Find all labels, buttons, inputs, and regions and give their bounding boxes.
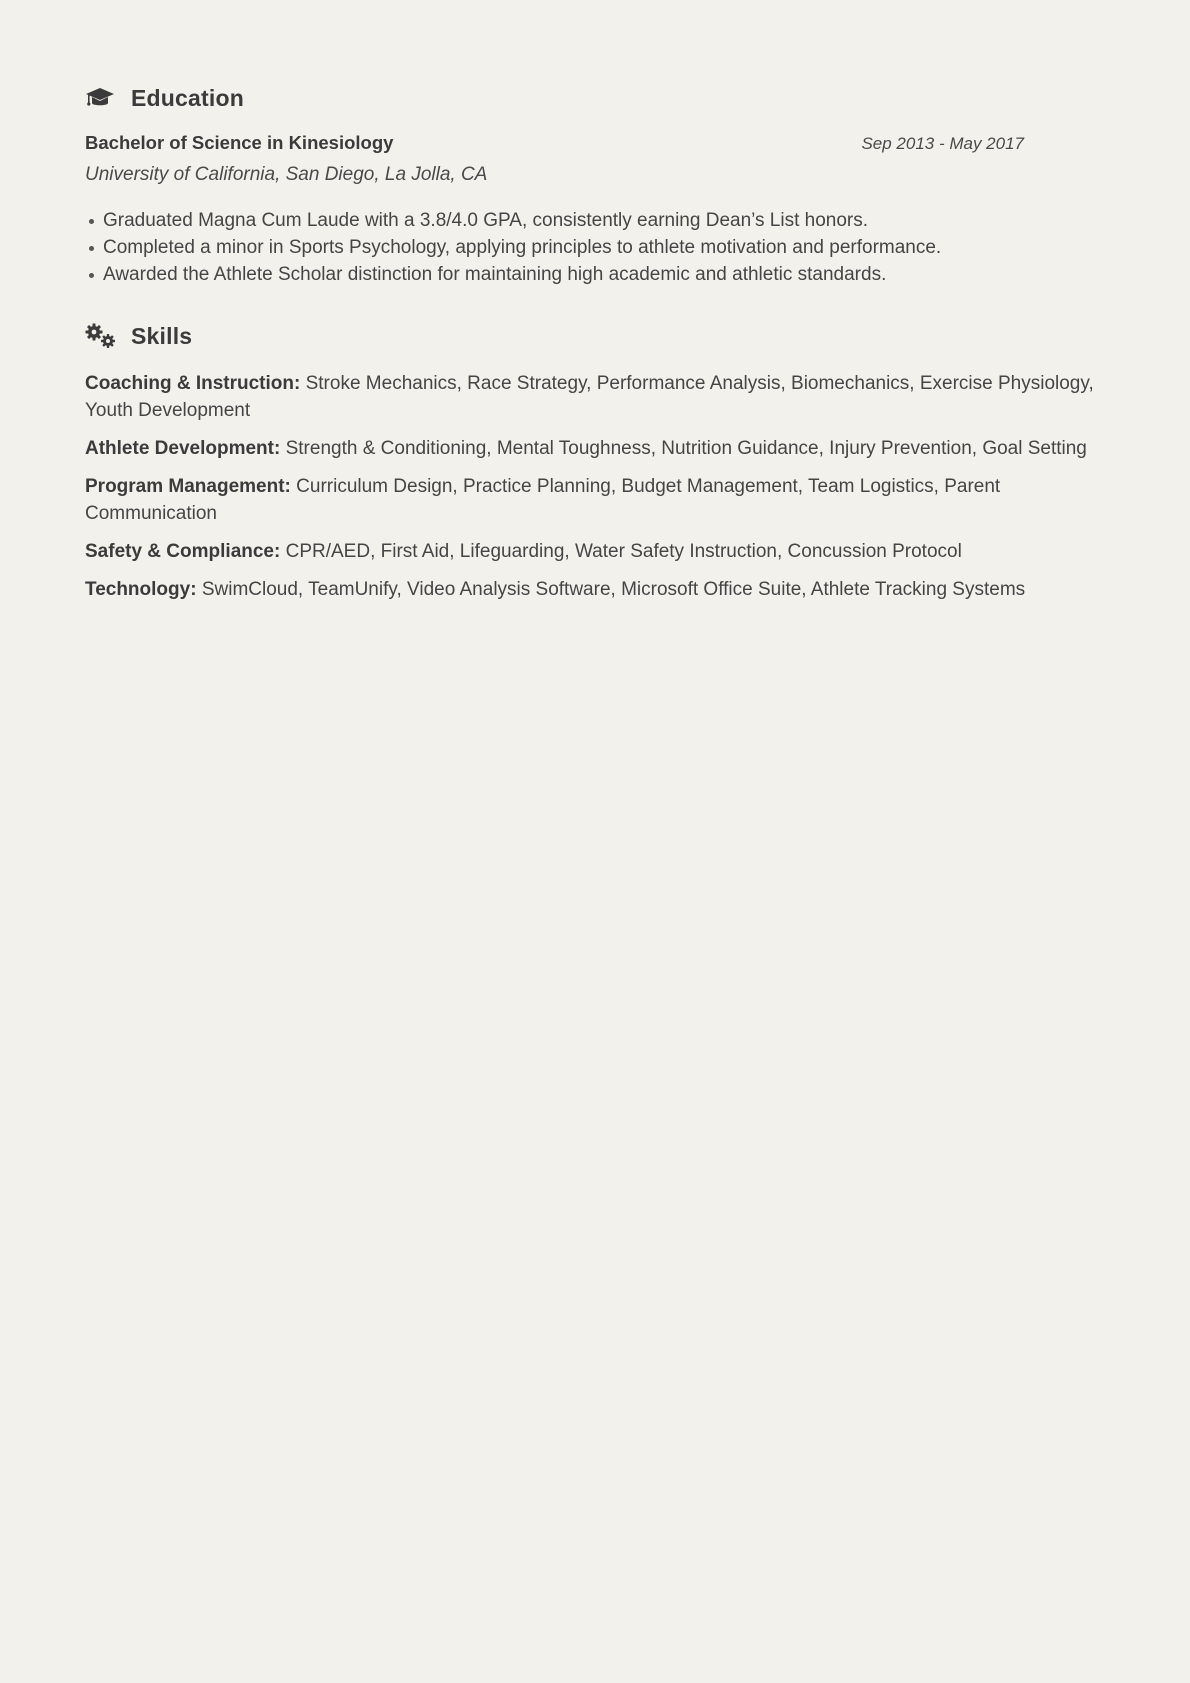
- skill-category: Coaching & Instruction:: [85, 373, 301, 394]
- cogs-icon: [85, 322, 117, 350]
- school-name: University of California, San Diego, La Jolla, CA: [85, 164, 488, 185]
- education-highlights: [85, 207, 1105, 288]
- degree-title: Bachelor of Science in Kinesiology: [85, 132, 394, 153]
- skill-category: Program Management:: [85, 476, 291, 497]
- skill-values: Stroke Mechanics, Race Strategy, Performance Analysis, Biomechanics, Exercise Physiology, Youth Development: [85, 373, 1094, 421]
- skills-list: [85, 370, 1105, 603]
- skills-header: [85, 316, 1105, 356]
- skill-values: Strength & Conditioning, Mental Toughness, Nutrition Guidance, Injury Prevention, Goal Setting: [285, 438, 1087, 459]
- skill-row: [85, 435, 1105, 462]
- skill-category: Athlete Development:: [85, 438, 281, 459]
- resume-page: [85, 78, 1105, 614]
- list-item: Completed a minor in Sports Psychology, applying principles to athlete motivation and performance.: [103, 234, 1105, 261]
- list-item: Graduated Magna Cum Laude with a 3.8/4.0 GPA, consistently earning Dean’s List honors.: [103, 207, 1105, 234]
- skill-category: Safety & Compliance:: [85, 541, 281, 562]
- skill-values: SwimCloud, TeamUnify, Video Analysis Software, Microsoft Office Suite, Athlete Tracking Systems: [201, 579, 1026, 600]
- education-title: Education: [131, 84, 244, 111]
- skill-values: Curriculum Design, Practice Planning, Budget Management, Team Logistics, Parent Communication: [85, 476, 1001, 524]
- graduation-cap-icon: [85, 84, 117, 112]
- skill-row: [85, 473, 1105, 527]
- education-entry-row: [85, 132, 1105, 154]
- education-header: [85, 78, 1105, 118]
- education-entry: [85, 132, 1105, 288]
- skill-row: [85, 538, 1105, 565]
- list-item: Awarded the Athlete Scholar distinction for maintaining high academic and athletic standards.: [103, 261, 1105, 288]
- education-dates: Sep 2013 - May 2017: [861, 134, 1024, 153]
- skill-row: [85, 576, 1105, 603]
- skill-values: CPR/AED, First Aid, Lifeguarding, Water Safety Instruction, Concussion Protocol: [285, 541, 962, 562]
- skill-row: [85, 370, 1105, 424]
- skills-title: Skills: [131, 322, 193, 349]
- skills-section: [85, 316, 1105, 603]
- education-section: [85, 78, 1105, 288]
- skill-category: Technology:: [85, 579, 197, 600]
